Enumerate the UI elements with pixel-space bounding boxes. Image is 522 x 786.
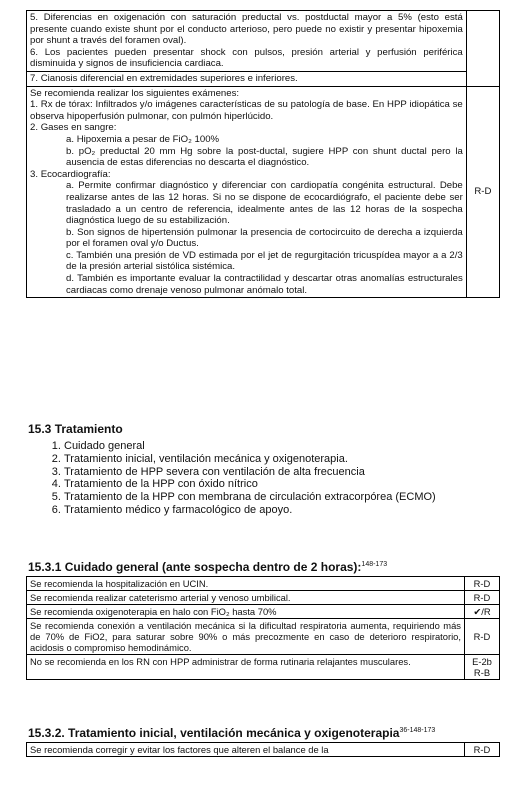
exams-cell	[27, 86, 467, 298]
reference-superscript: 36-148-173	[399, 727, 436, 734]
criteria-item-7: 7. Cianosis diferencial en extremidades superiores e inferiores.	[27, 71, 467, 86]
recommendation-text: Se recomienda la hospitalización en UCIN.	[27, 577, 465, 591]
exams-grade: R-D	[466, 86, 499, 298]
reference-superscript: 148-173	[361, 561, 388, 568]
table-row	[27, 591, 500, 605]
recommendation-text: Se recomienda oxigenoterapia en halo con FiO₂ hasta 70%	[27, 605, 465, 619]
criteria-item-6: 6. Los pacientes pueden presentar shock con pulsos, presión arterial y perfusión periférica disminuida y signos de insuficiencia cardiaca.	[30, 46, 463, 70]
treatment-item: 1. Cuidado general	[64, 440, 516, 453]
recommendation-grade: R-D	[465, 619, 500, 655]
recommendation-text: Se recomienda corregir y evitar los factores que alteren el balance de la	[27, 743, 465, 757]
exam-item-3d: d. También es importante evaluar la contractilidad y descartar otras anomalías estructurales cardiacas como drenaje venoso pulmonar anómalo total.	[66, 273, 463, 296]
exam-item-3b: b. Son signos de hipertensión pulmonar la presencia de cortocircuito de derecha a izquierda por el foramen oval y/o Ductus.	[66, 226, 463, 250]
criteria-item-5: 5. Diferencias en oxigenación con saturación preductal vs. postductal mayor a 5% (esto está presente cuando existe shunt por el conducto arterioso, pero puede no existir y presentar hipoxemia por shunt a través del foramen oval).	[30, 12, 463, 47]
table-row	[27, 655, 500, 680]
treatment-item: 5. Tratamiento de la HPP con membrana de circulación extracorpórea (ECMO)	[64, 491, 516, 504]
recommendation-text: Se recomienda conexión a ventilación mecánica si la dificultad respiratoria aumenta, requiriendo más de 70% de FiO2, para saturar sobre 90% o más precozmente en caso de deterioro respiratorio, acidosis o compromiso hemodinámico.	[27, 619, 465, 655]
section-15-3-heading: 15.3 Tratamiento	[28, 422, 123, 436]
exams-intro: Se recomienda realizar los siguientes exámenes:	[30, 87, 240, 99]
exam-item-2a: a. Hipoxemia a pesar de FiO₂ 100%	[66, 133, 220, 145]
criteria-cell	[27, 11, 467, 72]
exam-item-2: 2. Gases en sangre:	[30, 122, 117, 134]
table-row	[27, 743, 500, 757]
exam-item-3: 3. Ecocardiografía:	[30, 168, 111, 180]
recommendation-grade: R-D	[465, 577, 500, 591]
treatment-item: 4. Tratamiento de la HPP con óxido nítrico	[64, 478, 516, 491]
treatment-list	[48, 440, 516, 517]
section-15-3-2-heading: 15.3.2. Tratamiento inicial, ventilación mecánica y oxigenoterapia$^{36-148-173}$	[28, 726, 436, 740]
recommendation-grade: R-D	[465, 743, 500, 757]
exam-item-1: 1. Rx de tórax: Infiltrados y/o imágenes características de su patología de base. En HPP idiopática se observa hipoperfusión pulmonar, con pulmón hiperlúcido.	[30, 99, 463, 122]
initial-treatment-table	[26, 742, 500, 757]
recommendation-grade: E-2b R-B	[465, 655, 500, 680]
treatment-item: 6. Tratamiento médico y farmacológico de apoyo.	[64, 504, 516, 517]
recommendation-grade: R-D	[465, 591, 500, 605]
recommendation-text: No se recomienda en los RN con HPP administrar de forma rutinaria relajantes musculares.	[27, 655, 465, 680]
care-recommendations-table	[26, 576, 500, 680]
top-criteria-table	[26, 10, 500, 298]
exam-item-3a: a. Permite confirmar diagnóstico y diferenciar con cardiopatía congénita estructural. Debe realizarse antes de las 12 horas. Si no se dispone de ecocardiógrafo, el paciente debe ser trasladado a un centro de referencia, idealmente antes de las 12 horas de la sospecha diagnóstica luego de su estabilización.	[66, 180, 463, 227]
table-row	[27, 577, 500, 591]
section-15-3-1-heading: 15.3.1 Cuidado general (ante sospecha dentro de 2 horas):$^{148-173}$	[28, 560, 388, 574]
exam-item-3c: c. También una presión de VD estimada por el jet de regurgitación tricuspídea mayor a a 2/3 de la presión arterial sistólica sistémica.	[66, 249, 463, 273]
criteria-grade-cell	[466, 11, 499, 87]
recommendation-text: Se recomienda realizar cateterismo arterial y venoso umbilical.	[27, 591, 465, 605]
table-row	[27, 619, 500, 655]
recommendation-grade: ✔/R	[465, 605, 500, 619]
table-row	[27, 605, 500, 619]
treatment-item: 3. Tratamiento de HPP severa con ventilación de alta frecuencia	[64, 466, 516, 479]
treatment-item: 2. Tratamiento inicial, ventilación mecánica y oxigenoterapia.	[64, 453, 516, 466]
exam-item-2b: b. pO₂ preductal 20 mm Hg sobre la post-ductal, sugiere HPP con shunt ductal pero la ausencia de estas diferencias no descarta el diagnóstico.	[66, 145, 463, 169]
